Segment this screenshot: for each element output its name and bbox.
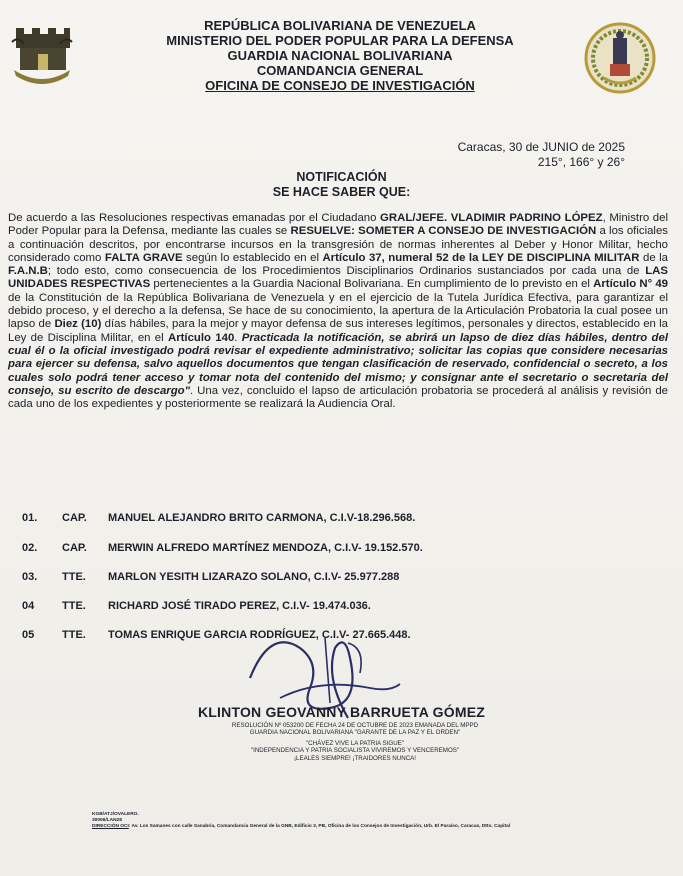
motto-line: "CHÁVEZ VIVE LA PATRIA SIGUE" — [305, 740, 405, 747]
signer-resolution — [190, 722, 520, 737]
notice-title: NOTIFICACIÓN — [296, 170, 387, 184]
footer-code: 30006/LAN28 — [92, 818, 122, 823]
motto-line: "INDEPENDENCIA Y PATRIA SOCIALISTA VIVIREMOS Y VENCEREMOS" — [250, 747, 460, 755]
officer-name: TOMAS ENRIQUE GARCIA RODRÍGUEZ, C.I.V- 27.665.448. — [108, 629, 411, 641]
body-segment: , Ministro del Poder Popular para la Defensa, mediante las cuales se — [8, 212, 668, 238]
body-segment: De acuerdo a las Resoluciones respectivas emanadas por el Ciudadano — [8, 212, 381, 224]
address-text: : Av. Los Samanes con calle Sanabria, Comandancia General de la GNB, Edificio 3, PB, Oficina de los Consejos de Investigación, Urb. El Paraíso, Caracas, Dtto. Capital — [128, 824, 511, 829]
officer-number: 05 — [22, 629, 35, 641]
resolution-line: RESOLUCIÓN Nº 053200 DE FECHA 24 DE OCTUBRE DE 2023 EMANADA DEL MPPD — [231, 722, 479, 729]
body-bold-article37: Artículo 37, numeral 52 de la LEY DE DISCIPLINA MILITAR — [322, 251, 640, 264]
notification-body — [8, 212, 668, 411]
header-country: REPÚBLICA BOLIVARIANA DE VENEZUELA — [204, 18, 476, 33]
officer-number: 01. — [22, 512, 38, 524]
officer-name: RICHARD JOSÉ TIRADO PEREZ, C.I.V- 19.474.036. — [108, 600, 371, 612]
body-bold-article49: Artículo N° 49 — [593, 278, 668, 291]
body-bold-fault: FALTA GRAVE — [104, 251, 183, 264]
document-footer — [92, 812, 672, 830]
address-label: DIRECCIÓN OCI — [92, 824, 129, 829]
body-segment: de la — [639, 251, 668, 264]
place-date: Caracas, 30 de JUNIO de 2025 — [457, 140, 625, 154]
dateline — [458, 140, 625, 170]
laurel-seal-emblem-icon — [580, 18, 660, 96]
motto-line: ¡LEALES SIEMPRE! ¡TRAIDORES NUNCA! — [293, 754, 417, 762]
body-segment: . Una vez, concluido el lapso de articulación probatoria se procederá al análisis y revisión de cada uno de los expedientes y posteriormente se realizará la Audiencia Oral. — [8, 384, 668, 411]
body-bold-resolve: RESUELVE: SOMETER A CONSEJO DE INVESTIGACIÓN — [290, 225, 597, 238]
list-item — [22, 512, 415, 524]
officer-rank: TTE. — [62, 629, 86, 641]
officer-number: 03. — [22, 571, 38, 583]
signer-name: KLINTON GEOVANNY BARRUETA GÓMEZ — [198, 704, 485, 720]
footer-initials: KGB/ATJ/OVALERO. — [92, 812, 139, 817]
officer-rank: TTE. — [62, 600, 86, 612]
list-item — [22, 571, 399, 583]
notice-subtitle: SE HACE SABER QUE: — [272, 185, 411, 199]
body-italic-quote: Practicada la notificación, se abrirá un lapso de diez días hábiles, dentro del cual él o la oficial investigado podrá revisar el expediente administrativo; solicitar las copias que considere necesarias para ejercer su defensa, salvo aquellos documentos que tengan clasificación de reservado, confidencial o secreto, a los cuales solo podrá tener acceso y tomar nota del contenido del mismo; y consignar ante el secretario o secretaria del consejo, su escrito de descargo" — [8, 331, 668, 397]
castle-shield-emblem-icon — [10, 18, 74, 88]
notice-heading — [0, 170, 683, 200]
signer-mottos — [190, 740, 520, 762]
body-segment: según lo establecido en el — [182, 251, 323, 264]
body-bold-units: LAS UNIDADES RESPECTIVAS — [8, 265, 668, 291]
officer-number: 02. — [22, 542, 38, 554]
body-segment: días hábiles, para la mejor y mayor defensa de sus intereses legítimos, personales y directos, establecido en la Ley de Disciplina Militar, en el — [8, 318, 669, 344]
body-bold-fanb: F.A.N.B — [8, 265, 48, 278]
header-office: OFICINA DE CONSEJO DE INVESTIGACIÓN — [205, 78, 475, 93]
letterhead — [90, 18, 590, 93]
officer-number: 04 — [22, 600, 35, 612]
officer-name: MARLON YESITH LIZARAZO SOLANO, C.I.V- 25.977.288 — [108, 571, 400, 583]
officer-rank: CAP. — [62, 512, 87, 524]
list-item — [22, 600, 371, 612]
body-bold-minister: GRAL/JEFE. VLADIMIR PADRINO LÓPEZ — [380, 212, 603, 224]
body-segment: a los oficiales a continuación descritos, por encontrarse incursos en la transgresión de normas inherentes al Deber y Honor Militar, hecho considerado como — [8, 225, 668, 264]
footer-address — [92, 824, 672, 830]
header-guard: GUARDIA NACIONAL BOLIVARIANA — [227, 48, 453, 63]
body-segment: pertenecientes a la Guardia Nacional Bolivariana. En cumplimiento de lo previsto en el — [150, 278, 594, 291]
officer-name: MANUEL ALEJANDRO BRITO CARMONA, C.I.V-18.296.568. — [108, 512, 416, 524]
body-segment: ; todo esto, como consecuencia de los Procedimientos Disciplinarios Ordinarios sustanciados por cada una de — [47, 265, 646, 278]
header-command: COMANDANCIA GENERAL — [256, 63, 424, 78]
body-bold-article140: Artículo 140 — [167, 331, 235, 344]
officer-name: MERWIN ALFREDO MARTÍNEZ MENDOZA, C.I.V- 19.152.570. — [108, 542, 423, 554]
body-segment: de la Constitución de la República Bolivariana de Venezuela y en el ejercicio de la Tutela Jurídica Efectiva, para garantizar el debido proceso, y el derecho a la defensa, Se hace de su conocimiento, la apertura de la Articulación Probatoria la cual posee un lapso de — [8, 291, 668, 331]
resolution-line: GUARDIA NACIONAL BOLIVARIANA "GARANTE DE LA PAZ Y EL ORDEN" — [249, 729, 461, 737]
years-line: 215°, 166° y 26° — [537, 155, 625, 169]
header-ministry: MINISTERIO DEL PODER POPULAR PARA LA DEFENSA — [166, 33, 514, 48]
list-item — [22, 542, 423, 554]
body-bold-ten-days: Diez (10) — [54, 318, 102, 331]
officer-rank: TTE. — [62, 571, 86, 583]
body-segment: . — [234, 331, 242, 344]
officer-rank: CAP. — [62, 542, 87, 554]
